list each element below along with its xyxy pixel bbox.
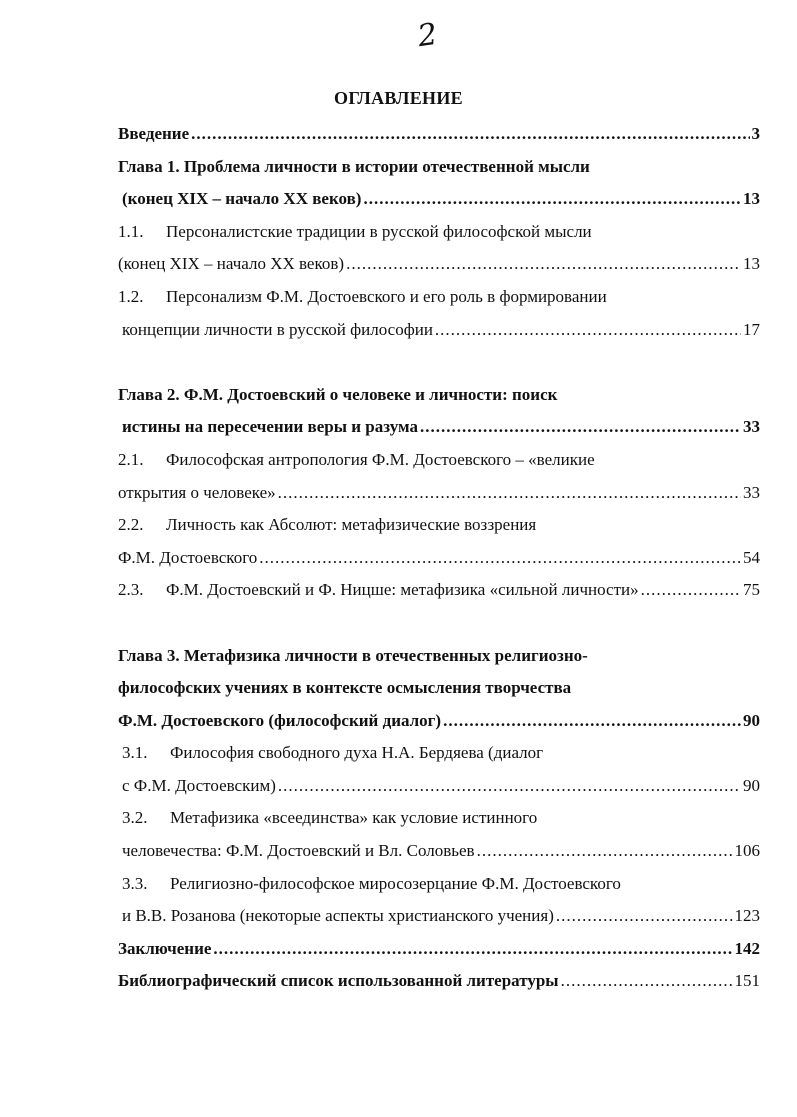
toc-entry-text: Библиографический список использованной литературы — [118, 971, 559, 991]
toc-entry-text: с Ф.М. Достоевским) — [122, 775, 276, 795]
toc-entry-conclusion — [118, 933, 760, 966]
toc-page-number: 54 — [743, 547, 760, 567]
leader-dots — [443, 705, 741, 738]
toc-entry-text: и В.В. Розанова (некоторые аспекты христианского учения) — [122, 906, 554, 926]
toc-section-2-3 — [118, 574, 760, 607]
section-number: 3.2. — [122, 808, 148, 828]
toc-section-1-2-line-2 — [118, 314, 760, 347]
toc-entry-text: Персонализм Ф.М. Достоевского и его роль в формировании — [166, 286, 607, 306]
section-number: 2.2. — [118, 515, 144, 535]
toc-chapter-2-line-2 — [118, 411, 760, 444]
toc-entry-text: Философия свободного духа Н.А. Бердяева (диалог — [170, 743, 544, 763]
toc-chapter-1-line-1 — [118, 151, 760, 184]
toc-page-number: 13 — [743, 189, 760, 209]
toc-chapter-2-line-1 — [118, 379, 760, 412]
leader-dots — [477, 835, 733, 868]
handwritten-page-number: 2 — [415, 16, 440, 55]
toc-section-2-2-line-2 — [118, 542, 760, 575]
leader-dots — [191, 118, 749, 151]
toc-page-number: 75 — [743, 580, 760, 600]
toc-section-3-1-line-2 — [118, 770, 760, 803]
toc-section-1-1-line-1 — [118, 216, 760, 249]
toc-entry-text: истины на пересечении веры и разума — [122, 417, 418, 437]
section-number: 1.1. — [118, 221, 144, 241]
toc-entry-bibliography — [118, 965, 760, 998]
toc-entry-text: человечества: Ф.М. Достоевский и Вл. Соловьев — [122, 841, 475, 861]
section-number: 3.1. — [122, 743, 148, 763]
leader-dots — [363, 183, 741, 216]
page-title: ОГЛАВЛЕНИЕ — [334, 88, 463, 108]
toc-section-3-3-line-1 — [118, 868, 760, 901]
toc-section-3-1-line-1 — [118, 737, 760, 770]
toc-page-number: 90 — [743, 775, 760, 795]
toc-entry-text: открытия о человеке» — [118, 482, 276, 502]
toc-section-3-2-line-2 — [118, 835, 760, 868]
toc-entry-text: Философская антропология Ф.М. Достоевского – «великие — [166, 449, 595, 469]
leader-dots — [346, 248, 741, 281]
toc-entry-text: (конец XIX – начало XX веков) — [118, 254, 345, 274]
toc-entry-text: Ф.М. Достоевского (философский диалог) — [118, 710, 442, 730]
leader-dots — [278, 477, 741, 510]
toc-entry-intro — [118, 118, 760, 151]
toc-page-number: 106 — [734, 841, 760, 861]
section-number: 3.3. — [122, 873, 148, 893]
toc-section-2-1-line-2 — [118, 477, 760, 510]
table-of-contents — [118, 118, 760, 998]
toc-entry-text: Глава 2. Ф.М. Достоевский о человеке и личности: поиск — [118, 384, 558, 404]
leader-dots — [420, 411, 741, 444]
section-number: 1.2. — [118, 286, 144, 306]
toc-chapter-3-line-2 — [118, 672, 760, 705]
section-number: 2.1. — [118, 449, 144, 469]
toc-entry-text: Личность как Абсолют: метафизические воззрения — [166, 515, 537, 535]
toc-entry-text: Персоналистские традиции в русской философской мысли — [166, 221, 592, 241]
toc-page-number: 17 — [743, 319, 760, 339]
leader-dots — [641, 574, 741, 607]
toc-page-number: 3 — [751, 124, 760, 143]
leader-dots — [561, 965, 733, 998]
toc-page-number: 142 — [734, 938, 760, 958]
toc-page-number: 33 — [743, 417, 760, 437]
toc-entry-text: (конец XIX – начало XX веков) — [122, 189, 362, 209]
toc-section-1-1-line-2 — [118, 248, 760, 281]
toc-entry-text: Глава 3. Метафизика личности в отечественных религиозно- — [118, 645, 588, 665]
toc-page-number: 13 — [743, 254, 760, 274]
toc-entry-text: Ф.М. Достоевский и Ф. Ницше: метафизика «сильной личности» — [166, 580, 639, 600]
toc-chapter-3-line-1 — [118, 640, 760, 673]
leader-dots — [435, 314, 741, 347]
toc-page-number: 33 — [743, 482, 760, 502]
toc-entry-text: Заключение — [118, 938, 212, 958]
section-number: 2.3. — [118, 580, 144, 600]
toc-section-3-2-line-1 — [118, 802, 760, 835]
toc-section-2-2-line-1 — [118, 509, 760, 542]
toc-entry-text: Введение — [118, 124, 190, 143]
leader-dots — [556, 900, 733, 933]
toc-entry-text: Ф.М. Достоевского — [118, 547, 258, 567]
leader-dots — [213, 933, 732, 966]
toc-section-1-2-line-1 — [118, 281, 760, 314]
toc-page-number: 123 — [734, 906, 760, 926]
toc-section-2-1-line-1 — [118, 444, 760, 477]
toc-section-3-3-line-2 — [118, 900, 760, 933]
toc-entry-text: концепции личности в русской философии — [122, 319, 433, 339]
toc-entry-text: Глава 1. Проблема личности в истории отечественной мысли — [118, 156, 590, 176]
toc-entry-text: философских учениях в контексте осмысления творчества — [118, 678, 572, 698]
leader-dots — [278, 770, 741, 803]
leader-dots — [259, 542, 741, 575]
toc-chapter-1-line-2 — [118, 183, 760, 216]
toc-page-number: 90 — [743, 710, 760, 730]
toc-entry-text: Религиозно-философское миросозерцание Ф.М. Достоевского — [170, 873, 621, 893]
toc-chapter-3-line-3 — [118, 705, 760, 738]
toc-page-number: 151 — [734, 971, 760, 991]
toc-entry-text: Метафизика «всеединства» как условие истинного — [170, 808, 538, 828]
